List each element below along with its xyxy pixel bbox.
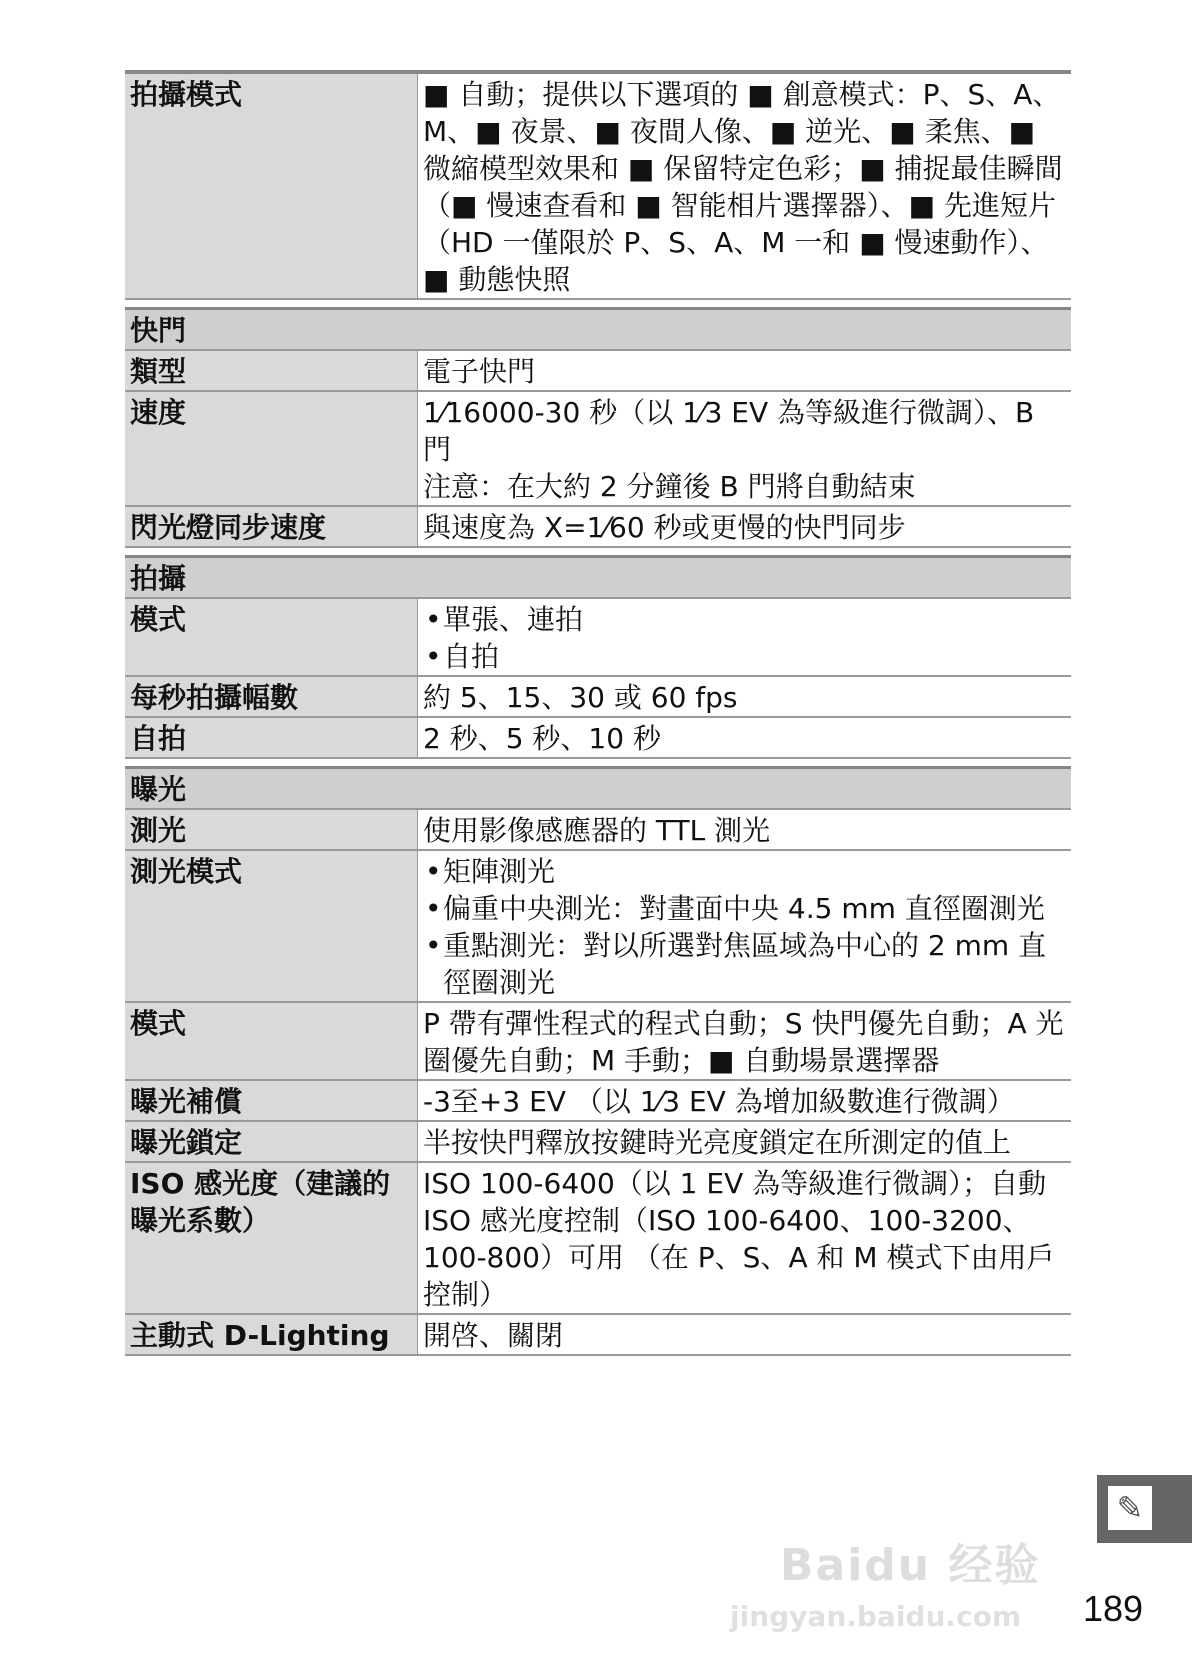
spec-value-text: ISO 100-6400（以 1 EV 為等級進行微調）；自動 ISO 感光度控制（ISO 100-6400、100-3200、100-800）可用 （在 P、S、A 和 M 模式下由用戶控制） — [423, 1167, 1055, 1311]
section-title: 快門 — [125, 309, 1071, 351]
spec-row — [125, 391, 1071, 506]
spec-label: 每秒拍攝幅數 — [125, 676, 418, 717]
spec-row — [125, 506, 1071, 547]
spec-row — [125, 717, 1071, 758]
spec-value-text: 開啓、關閉 — [423, 1319, 564, 1352]
specifications-table — [125, 70, 1071, 1356]
spec-row — [125, 1002, 1071, 1080]
spec-value-text: ■ 自動；提供以下選項的 ■ 創意模式：P、S、A、M、■ 夜景、■ 夜間人像、■ 逆光、■ 柔焦、■ 微縮模型效果和 ■ 保留特定色彩；■ 捕捉最佳瞬間（■ 慢速查看和 ■ 智能相片選擇器）、■ 先進短片（HD 一僅限於 P、S、A、M 一和 ■ 慢速動作）、■ 動態快照 — [423, 78, 1063, 296]
spec-value-text: 與速度為 X=1⁄60 秒或更慢的快門同步 — [423, 511, 906, 544]
spec-note: 注意：在大約 2 分鐘後 B 門將自動結束 — [423, 470, 916, 503]
spec-row — [125, 1314, 1071, 1355]
spec-value — [418, 391, 1072, 506]
spec-value — [418, 1162, 1072, 1314]
section-gap — [125, 299, 1071, 309]
spec-row — [125, 1121, 1071, 1162]
pen-icon: ✎ — [1108, 1486, 1152, 1530]
section-title: 曝光 — [125, 768, 1071, 810]
spec-label: 主動式 D-Lighting — [125, 1314, 418, 1355]
spec-value-text: -3至+3 EV （以 1⁄3 EV 為增加級數進行微調） — [423, 1085, 1015, 1118]
spec-label: 速度 — [125, 391, 418, 506]
spec-label: 模式 — [125, 1002, 418, 1080]
spec-label: 閃光燈同步速度 — [125, 506, 418, 547]
spec-value-text: 2 秒、5 秒、10 秒 — [423, 722, 661, 755]
watermark: Baidu 经验 — [780, 1540, 1041, 1591]
list-item: • 重點測光：對以所選對焦區域為中心的 2 mm 直徑圈測光 — [443, 927, 1067, 1001]
section-gap — [125, 758, 1071, 768]
gap-cell — [125, 299, 1071, 309]
spec-row — [125, 72, 1071, 299]
section-title: 拍攝 — [125, 557, 1071, 599]
spec-value — [418, 809, 1072, 850]
spec-row — [125, 350, 1071, 391]
spec-value — [418, 1080, 1072, 1121]
spec-value — [418, 1314, 1072, 1355]
spec-list — [423, 853, 1067, 1001]
section-header — [125, 309, 1071, 351]
spec-row — [125, 1162, 1071, 1314]
spec-value — [418, 1121, 1072, 1162]
spec-label: 測光模式 — [125, 850, 418, 1002]
spec-label: 測光 — [125, 809, 418, 850]
spec-list — [423, 601, 1067, 675]
spec-value — [418, 1002, 1072, 1080]
list-item: • 單張、連拍 — [443, 601, 1067, 638]
spec-value-text: 1⁄16000-30 秒（以 1⁄3 EV 為等級進行微調）、B 門 — [423, 396, 1035, 466]
spec-value — [418, 350, 1072, 391]
spec-label: 模式 — [125, 598, 418, 676]
spec-row — [125, 850, 1071, 1002]
spec-value — [418, 598, 1072, 676]
spec-label: 曝光鎖定 — [125, 1121, 418, 1162]
spec-value-text: 約 5、15、30 或 60 fps — [423, 681, 738, 714]
spec-label: ISO 感光度（建議的曝光系數） — [125, 1162, 418, 1314]
spec-value-text: 電子快門 — [423, 355, 536, 388]
spec-label: 拍攝模式 — [125, 72, 418, 299]
spec-label: 類型 — [125, 350, 418, 391]
list-item: • 矩陣測光 — [443, 853, 1067, 890]
spec-value-text: 使用影像感應器的 TTL 測光 — [423, 814, 771, 847]
spec-label: 曝光補償 — [125, 1080, 418, 1121]
spec-value — [418, 72, 1072, 299]
section-header — [125, 557, 1071, 599]
page-number: 189 — [1083, 1588, 1144, 1629]
spec-row — [125, 1080, 1071, 1121]
spec-value — [418, 717, 1072, 758]
spec-row — [125, 809, 1071, 850]
gap-cell — [125, 547, 1071, 557]
spec-row — [125, 598, 1071, 676]
spec-value — [418, 850, 1072, 1002]
section-gap — [125, 547, 1071, 557]
spec-row — [125, 676, 1071, 717]
gap-cell — [125, 758, 1071, 768]
spec-value — [418, 506, 1072, 547]
spec-label: 自拍 — [125, 717, 418, 758]
section-tab — [1097, 1475, 1192, 1543]
watermark-url: jingyan.baidu.com — [730, 1600, 1022, 1633]
list-item: • 偏重中央測光：對畫面中央 4.5 mm 直徑圈測光 — [443, 890, 1067, 927]
spec-value — [418, 676, 1072, 717]
section-header — [125, 768, 1071, 810]
list-item: • 自拍 — [443, 638, 1067, 675]
spec-value-text: 半按快門釋放按鍵時光亮度鎖定在所測定的值上 — [423, 1126, 1012, 1159]
spec-value-text: P 帶有彈性程式的程式自動；S 快門優先自動；A 光圈優先自動；M 手動；■ 自動場景選擇器 — [423, 1007, 1064, 1077]
